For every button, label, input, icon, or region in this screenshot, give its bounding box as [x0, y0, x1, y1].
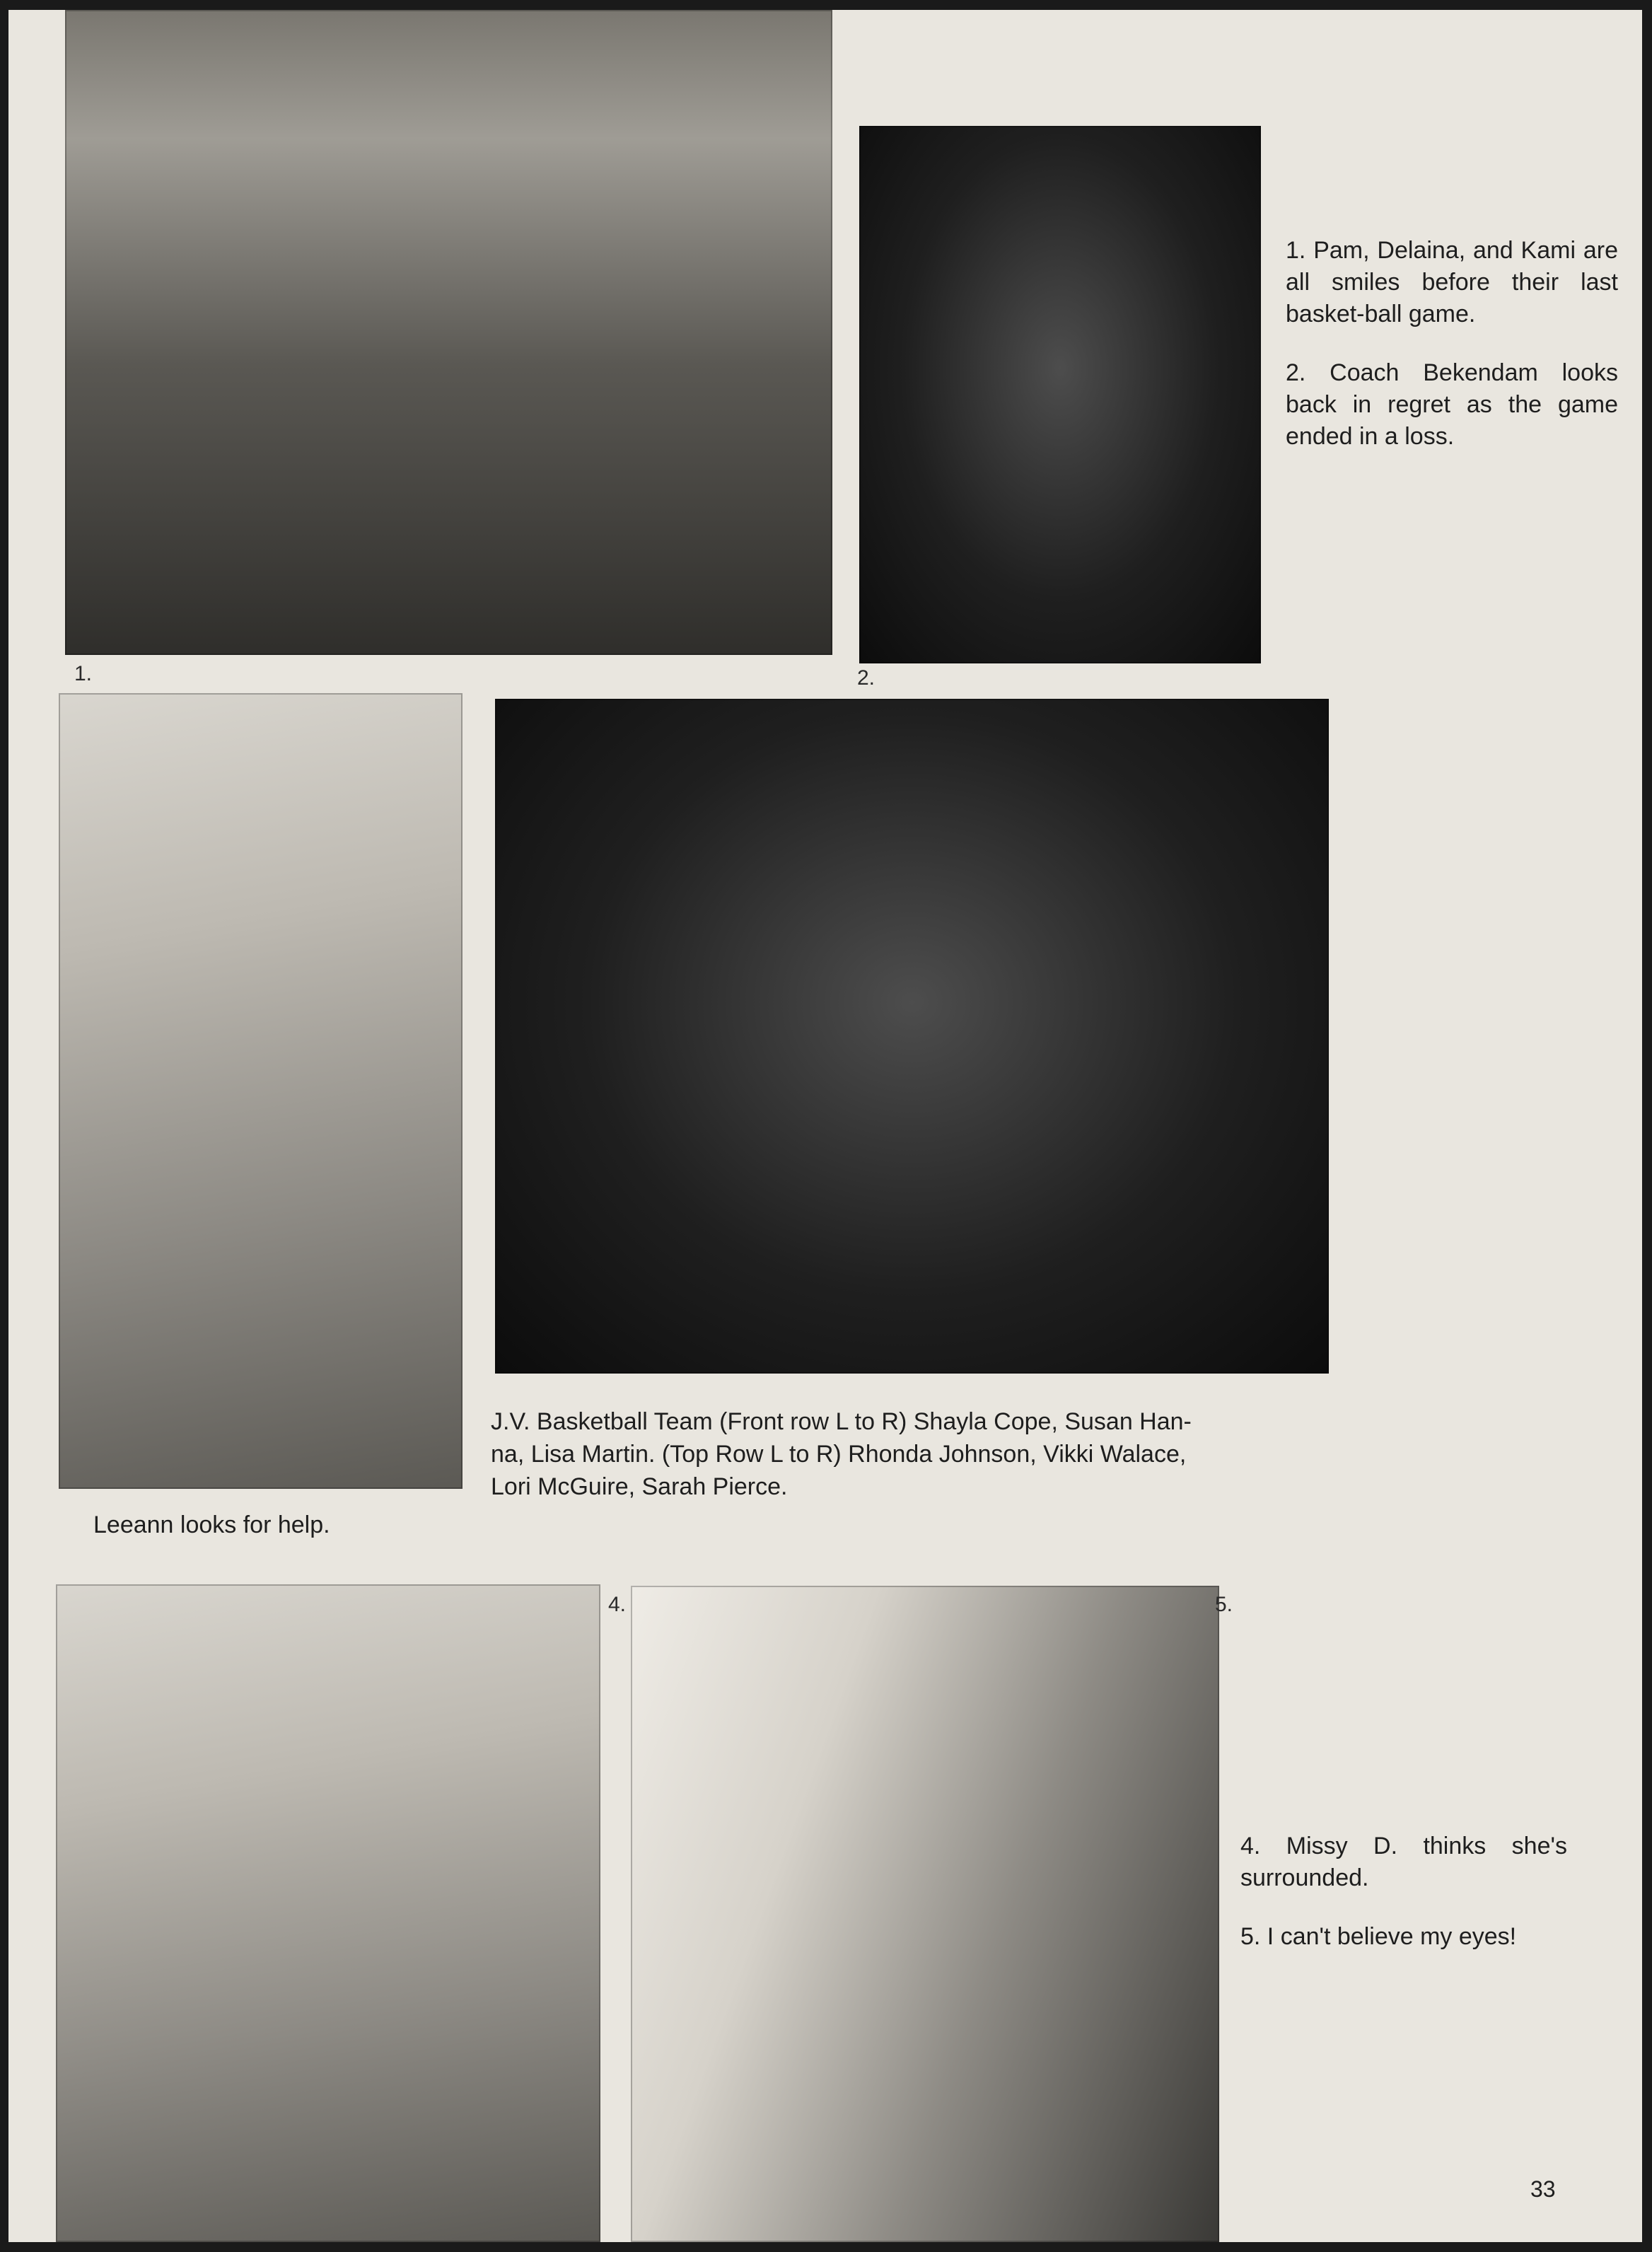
photo-number-4: 4.	[608, 1593, 627, 1616]
caption-jv-line-3: Lori McGuire, Sarah Pierce.	[491, 1473, 788, 1500]
photo-coach	[859, 126, 1261, 663]
photo-number-2: 2.	[857, 666, 876, 690]
photo-number-5: 5.	[1215, 1593, 1233, 1616]
caption-block-top	[1286, 235, 1618, 480]
photo-jv-team	[495, 699, 1329, 1374]
photo-number-1: 1.	[74, 662, 93, 685]
caption-jv-line-1: J.V. Basketball Team (Front row L to R) Shayla Cope, Susan Han-	[491, 1408, 1192, 1435]
caption-1: 1. Pam, Delaina, and Kami are all smiles before their last basket-ball game.	[1286, 237, 1618, 327]
page-number: 33	[1530, 2176, 1556, 2202]
caption-jv-team	[491, 1405, 1339, 1503]
caption-2: 2. Coach Bekendam looks back in regret as the game ended in a loss.	[1286, 359, 1618, 450]
caption-jv-line-2: na, Lisa Martin. (Top Row L to R) Rhonda Johnson, Vikki Walace,	[491, 1441, 1187, 1468]
photo-bench	[631, 1586, 1219, 2242]
page-sheet	[8, 10, 1642, 2242]
photo-three-girls	[65, 10, 832, 655]
caption-leeann: Leeann looks for help.	[93, 1511, 330, 1538]
caption-block-bottom	[1240, 1830, 1567, 1980]
photo-missy-surrounded	[56, 1584, 600, 2242]
photo-leeann	[59, 693, 463, 1489]
caption-4: 4. Missy D. thinks she's surrounded.	[1240, 1833, 1567, 1891]
caption-5: 5. I can't believe my eyes!	[1240, 1923, 1517, 1950]
